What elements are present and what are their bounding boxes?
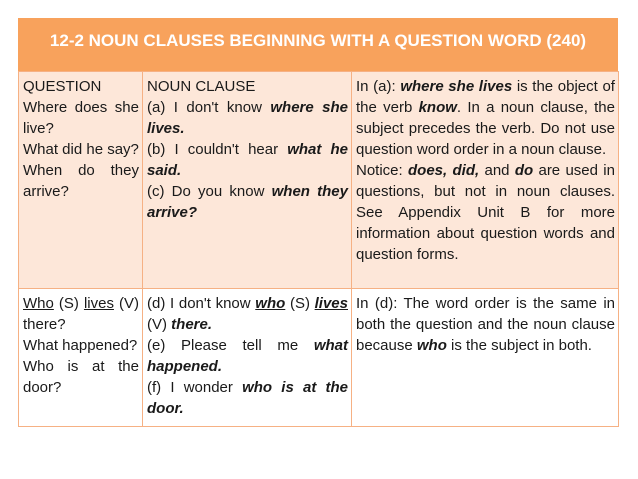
question-item: Who (S) lives (V) there? <box>23 295 139 333</box>
question-cell <box>19 72 143 289</box>
note-paragraph: In (a): where she lives is the object of the verb know. In a noun clause, the subject precedes the verb. Do not use question word order in a noun clause. <box>356 78 615 158</box>
note-cell <box>352 72 619 289</box>
question-heading: QUESTION <box>23 78 102 95</box>
note-paragraph: Notice: does, did, and do are used in questions, but not in noun clauses. See Appendix Unit B for more information about question words and question forms. <box>356 162 615 263</box>
note-paragraph: In (d): The word order is the same in both the question and the noun clause because who is the subject in both. <box>356 295 615 354</box>
question-item: Where does she live? <box>23 99 139 137</box>
note-cell <box>352 289 619 427</box>
table-row <box>19 289 619 427</box>
table-header <box>18 18 618 71</box>
question-item: Who is at the door? <box>23 358 139 396</box>
table-row <box>19 72 619 289</box>
clause-heading: NOUN CLAUSE <box>147 78 256 95</box>
question-cell <box>19 289 143 427</box>
table-title: 12-2 NOUN CLAUSES BEGINNING WITH A QUESTION WORD (240) <box>49 31 587 50</box>
grammar-table <box>18 18 618 427</box>
example-c: (c) Do you know when they arrive? <box>147 183 348 221</box>
clause-cell <box>143 72 352 289</box>
example-b: (b) I couldn't hear what he said. <box>147 141 348 179</box>
example-e: (e) Please tell me what happened. <box>147 337 348 375</box>
question-item: When do they arrive? <box>23 162 139 200</box>
example-d: (d) I don't know who (S) lives (V) there. <box>147 295 348 333</box>
question-item: What happened? <box>23 337 138 354</box>
question-item: What did he say? <box>23 141 139 158</box>
clause-cell <box>143 289 352 427</box>
example-f: (f) I wonder who is at the door. <box>147 379 348 417</box>
example-a: (a) I don't know where she lives. <box>147 99 349 137</box>
grammar-grid <box>18 71 619 427</box>
